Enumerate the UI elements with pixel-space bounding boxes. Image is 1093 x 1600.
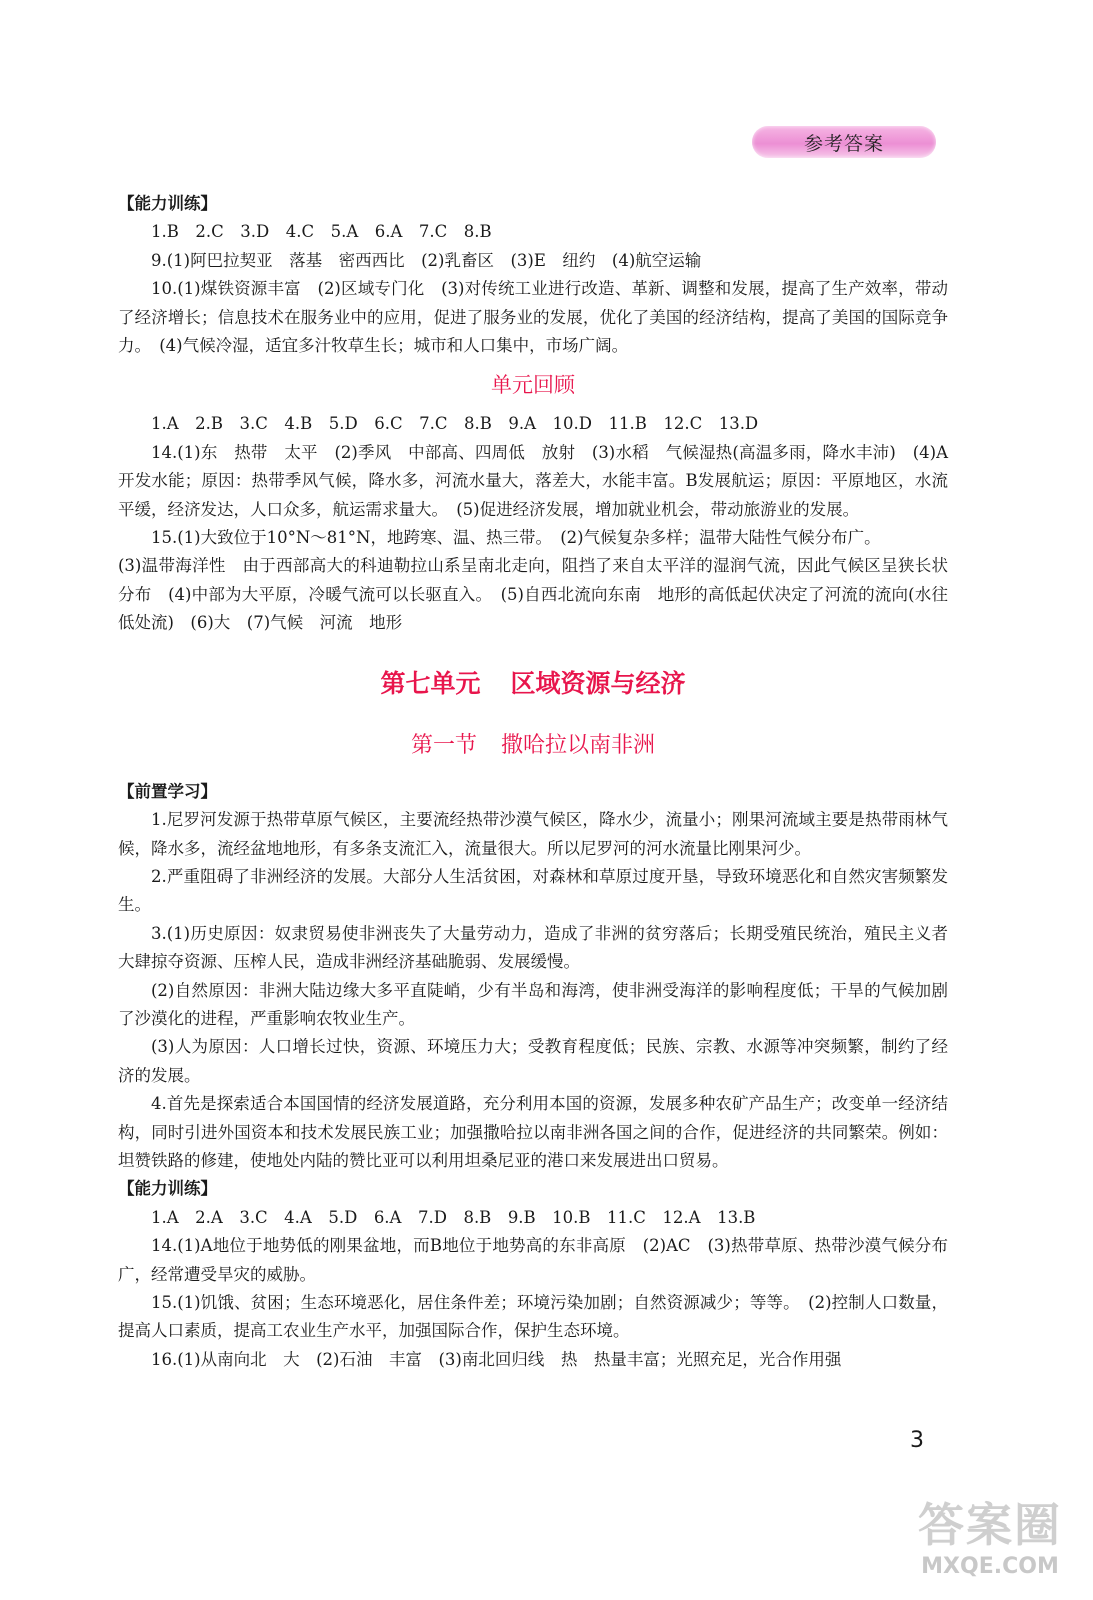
block1-line: 10.(1)煤铁资源丰富 (2)区域专门化 (3)对传统工业进行改造、革新、调整和发展，提高了生产效率，带动了经济增长；信息技术在服务业中的应用，促进了服务业的发展，优化了美国的经济结构，提高了美国的国际竞争力。 (4)气候冷湿，适宜多汁牧草生长；城市和人口集中，市场广阔。 bbox=[118, 279, 948, 356]
block1-line: 1.B 2.C 3.D 4.C 5.A 6.A 7.C 8.B bbox=[151, 222, 492, 242]
page-number: 3 bbox=[910, 1428, 924, 1453]
document-body bbox=[118, 190, 948, 1374]
review-heading: 单元回顾 bbox=[491, 373, 575, 398]
unit-number: 第七单元 bbox=[380, 668, 481, 698]
block1-line: 9.(1)阿巴拉契亚 落基 密西西比 (2)乳畜区 (3)E 纽约 (4)航空运输 bbox=[151, 250, 702, 270]
block1-label: 【能力训练】 bbox=[118, 194, 217, 213]
prestudy-line: 3.(1)历史原因：奴隶贸易使非洲丧失了大量劳动力，造成了非洲的贫穷落后；长期受殖民统治，殖民主义者大肆掠夺资源、压榨人民，造成非洲经济基础脆弱、发展缓慢。 bbox=[118, 923, 948, 972]
review-line: 15.(1)大致位于10°N～81°N，地跨寒、温、热三带。 (2)气候复杂多样；温带大陆性气候分布广。 bbox=[151, 528, 881, 548]
prestudy-line: 2.严重阻碍了非洲经济的发展。大部分人生活贫困，对森林和草原过度开垦，导致环境恶化和自然灾害频繁发生。 bbox=[118, 866, 948, 915]
section-title: 撒哈拉以南非洲 bbox=[501, 732, 656, 758]
review-line: 14.(1)东 热带 太平 (2)季风 中部高、四周低 放射 (3)水稻 气候湿热(高温多雨，降水丰沛) (4)A开发水能；原因：热带季风气候，降水多，河流水量大，落差大，水能丰富。B发展航运；原因：平原地区，水流平缓，经济发达，人口众多，航运需求量大。 (5)促进经济发展，增加就业机会，带动旅游业的发展。 bbox=[118, 442, 948, 519]
training-line: 1.A 2.A 3.C 4.A 5.D 6.A 7.D 8.B 9.B 10.B 11.C 12.A 13.B bbox=[151, 1207, 756, 1227]
watermark-line1: 答案圈 bbox=[918, 1498, 1062, 1552]
prestudy-line: 4.首先是探索适合本国国情的经济发展道路，充分利用本国的资源，发展多种农矿产品生产；改变单一经济结构，同时引进外国资本和技术发展民族工业；加强撒哈拉以南非洲各国之间的合作，促进经济的共同繁荣。例如：坦赞铁路的修建，使地处内陆的赞比亚可以利用坦桑尼亚的港口来发展进出口贸易。 bbox=[118, 1094, 948, 1170]
training-label: 【能力训练】 bbox=[118, 1179, 217, 1199]
section-heading bbox=[118, 728, 948, 764]
prestudy-label: 【前置学习】 bbox=[118, 781, 217, 801]
training-line: 15.(1)饥饿、贫困；生态环境恶化，居住条件差；环境污染加剧；自然资源减少；等等。 (2)控制人口数量，提高人口素质，提高工农业生产水平，加强国际合作，保护生态环境。 bbox=[118, 1293, 948, 1341]
prestudy-line: (3)人为原因：人口增长过快，资源、环境压力大；受教育程度低；民族、宗教、水源等冲突频繁，制约了经济的发展。 bbox=[118, 1037, 948, 1085]
review-line: (3)温带海洋性 由于西部高大的科迪勒拉山系呈南北走向，阻挡了来自太平洋的湿润气流，因此气候区呈狭长状分布 (4)中部为大平原，冷暖气流可以长驱直入。 (5)自西北流向东南 地形的高低起伏决定了河流的流向(水往低处流) (6)大 (7)气候 河流 地形 bbox=[118, 556, 948, 633]
prestudy-line: 1.尼罗河发源于热带草原气候区，主要流经热带沙漠气候区，降水少，流量小；刚果河流域主要是热带雨林气候，降水多，流经盆地地形，有多条支流汇入，流量很大。所以尼罗河的河水流量比刚果河少。 bbox=[118, 810, 948, 858]
training-line: 14.(1)A地位于地势低的刚果盆地，而B地位于地势高的东非高原 (2)AC (3)热带草原、热带沙漠气候分布广，经常遭受旱灾的威胁。 bbox=[118, 1236, 948, 1284]
unit-heading bbox=[118, 664, 948, 704]
unit-title: 区域资源与经济 bbox=[510, 668, 686, 698]
watermark-line2: MXQE.COM bbox=[921, 1554, 1059, 1579]
watermark-logo bbox=[900, 1498, 1080, 1598]
review-line: 1.A 2.B 3.C 4.B 5.D 6.C 7.C 8.B 9.A 10.D 11.B 12.C 13.D bbox=[151, 414, 759, 434]
answer-key-badge: 参考答案 bbox=[752, 126, 936, 158]
prestudy-line: (2)自然原因：非洲大陆边缘大多平直陡峭，少有半岛和海湾，使非洲受海洋的影响程度低；干旱的气候加剧了沙漠化的进程，严重影响农牧业生产。 bbox=[118, 980, 948, 1028]
section-number: 第一节 bbox=[410, 732, 477, 758]
training-line: 16.(1)从南向北 大 (2)石油 丰富 (3)南北回归线 热 热量丰富；光照充足，光合作用强 bbox=[151, 1349, 842, 1369]
